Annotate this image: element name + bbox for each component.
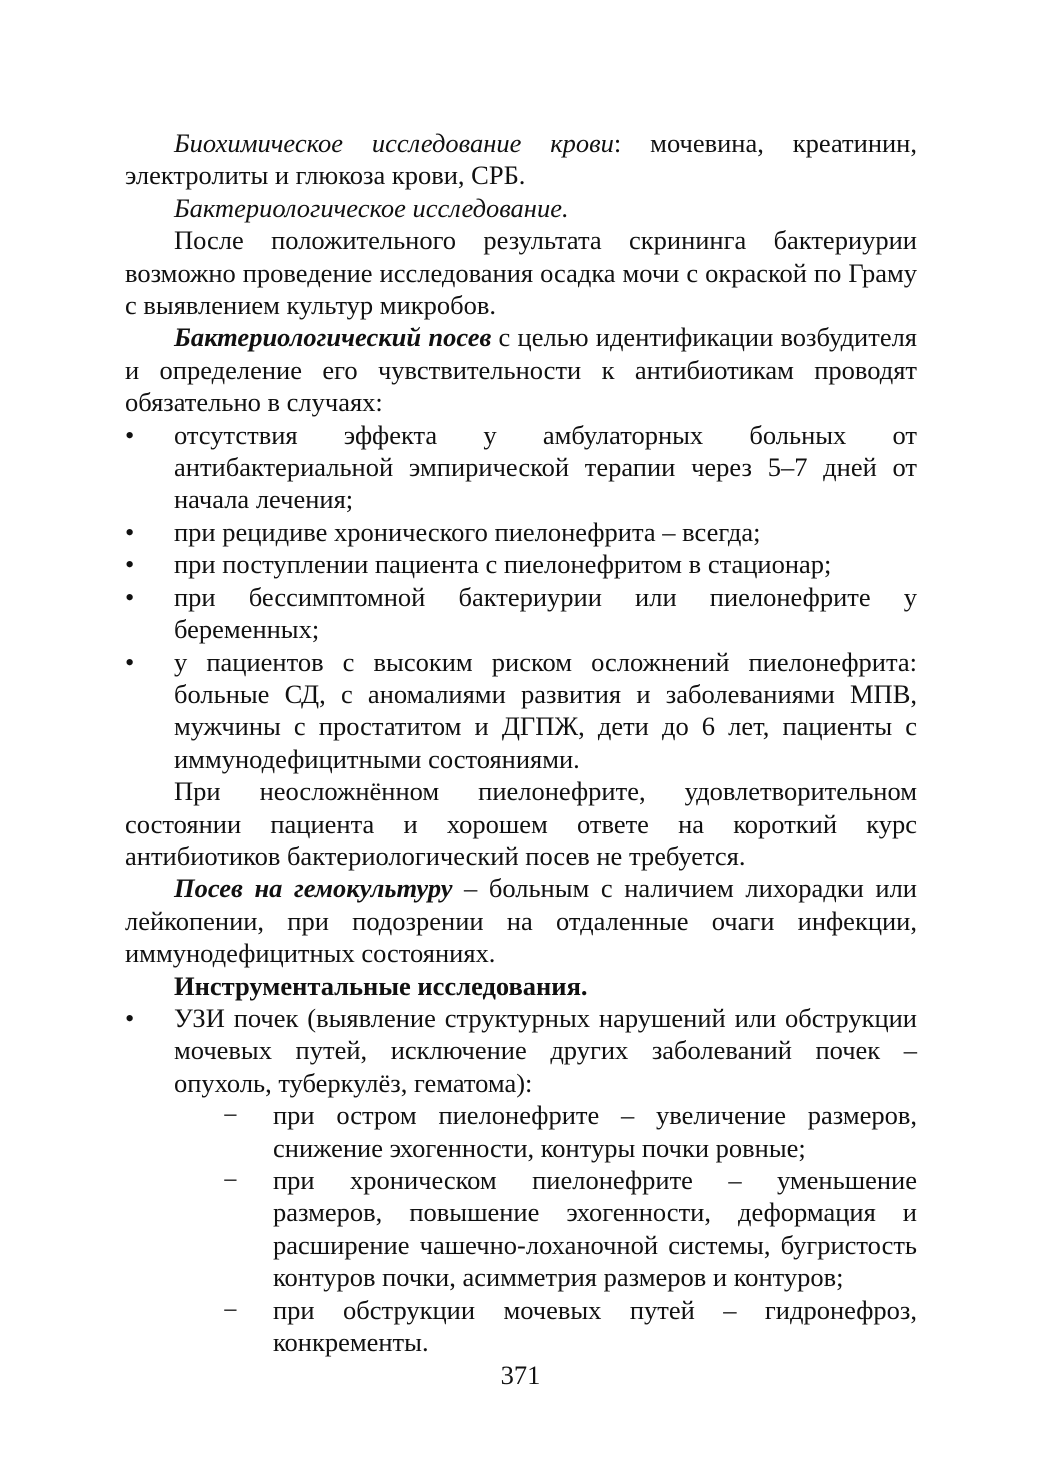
instrumental-heading: Инструментальные исследования. <box>174 970 588 1001</box>
bacteriology-subheading: Бактериологическое исследование. <box>174 192 569 223</box>
bullet-icon: • <box>125 1002 135 1033</box>
list-item <box>125 516 917 548</box>
page-body <box>125 127 917 1358</box>
bullet-icon: • <box>125 581 135 612</box>
culture-paragraph <box>125 321 917 418</box>
sublist-item-text: при обструкции мочевых путей – гидронефроз, конкременты. <box>273 1294 917 1358</box>
culture-text: с целью идентификации возбудителя и определение его чувствительности к антибиотикам проводят обязательно в случаях: <box>125 322 917 418</box>
list-item-text: при рецидиве хронического пиелонефрита – всегда; <box>174 516 761 547</box>
dash-icon: − <box>223 1294 238 1325</box>
no-culture-paragraph: При неосложнённом пиелонефрите, удовлетворительном состоянии пациента и хорошем ответе на короткий курс антибиотиков бактериологический посев не требуется. <box>125 776 917 871</box>
culture-cases-list <box>125 419 917 775</box>
list-item-text: при бессимптомной бактериурии или пиелонефрите у беременных; <box>174 581 917 645</box>
list-item <box>125 419 917 516</box>
dash-icon: − <box>223 1165 238 1195</box>
list-item-text: отсутствия эффекта у амбулаторных больных от антибактериальной эмпирической терапии через 5–7 дней от начала лечения; <box>174 419 917 515</box>
list-item-text: при поступлении пациента с пиелонефритом в стационар; <box>174 549 832 580</box>
bullet-icon: • <box>125 549 135 580</box>
screening-paragraph: После положительного результата скрининга бактериурии возможно проведение исследования осадка мочи с окраской по Граму с выявлением культур микробов. <box>125 225 917 321</box>
bullet-icon: • <box>125 516 135 547</box>
list-item <box>125 646 917 776</box>
sublist-item <box>223 1164 917 1294</box>
bullet-icon: • <box>125 646 135 677</box>
blood-culture-term: Посев на гемокультуру <box>174 873 453 904</box>
blood-culture-text: – больным с наличием лихорадки или лейкопении, при подозрении на отдаленные очаги инфекции, иммунодефицитных состояниях. <box>125 873 917 969</box>
page-number: 371 <box>500 1360 541 1390</box>
blood-culture-paragraph <box>125 872 917 969</box>
biochem-term: Биохимическое исследование крови <box>174 128 614 158</box>
biochem-text: : мочевина, креатинин, электролиты и глюкоза крови, СРБ. <box>125 128 917 191</box>
list-item <box>125 581 917 646</box>
sublist-item <box>223 1294 917 1359</box>
list-item-text: УЗИ почек (выявление структурных нарушений или обструкции мочевых путей, исключение других заболеваний почек – опухоль, туберкулёз, гематома): <box>174 1002 917 1098</box>
ultrasound-findings-list <box>223 1099 917 1358</box>
culture-term: Бактериологический посев <box>174 322 492 353</box>
biochem-paragraph <box>125 127 917 192</box>
list-item <box>125 1002 917 1358</box>
instrumental-list <box>125 1002 917 1358</box>
list-item <box>125 548 917 580</box>
dash-icon: − <box>223 1100 238 1131</box>
list-item-text: у пациентов с высоким риском осложнений пиелонефрита: больные СД, с аномалиями развития и заболеваниями МПВ, мужчины с простатитом и ДГПЖ, дети до 6 лет, пациенты с иммунодефицитными состояниями. <box>174 646 917 774</box>
bullet-icon: • <box>125 419 135 450</box>
sublist-item-text: при хроническом пиелонефрите – уменьшение размеров, повышение эхогенности, деформация и расширение чашечно-лоханочной системы, бугристость контуров почки, асимметрия размеров и контуров; <box>273 1165 917 1293</box>
sublist-item-text: при остром пиелонефрите – увеличение размеров, снижение эхогенности, контуры почки ровные; <box>273 1100 917 1163</box>
sublist-item <box>223 1099 917 1164</box>
